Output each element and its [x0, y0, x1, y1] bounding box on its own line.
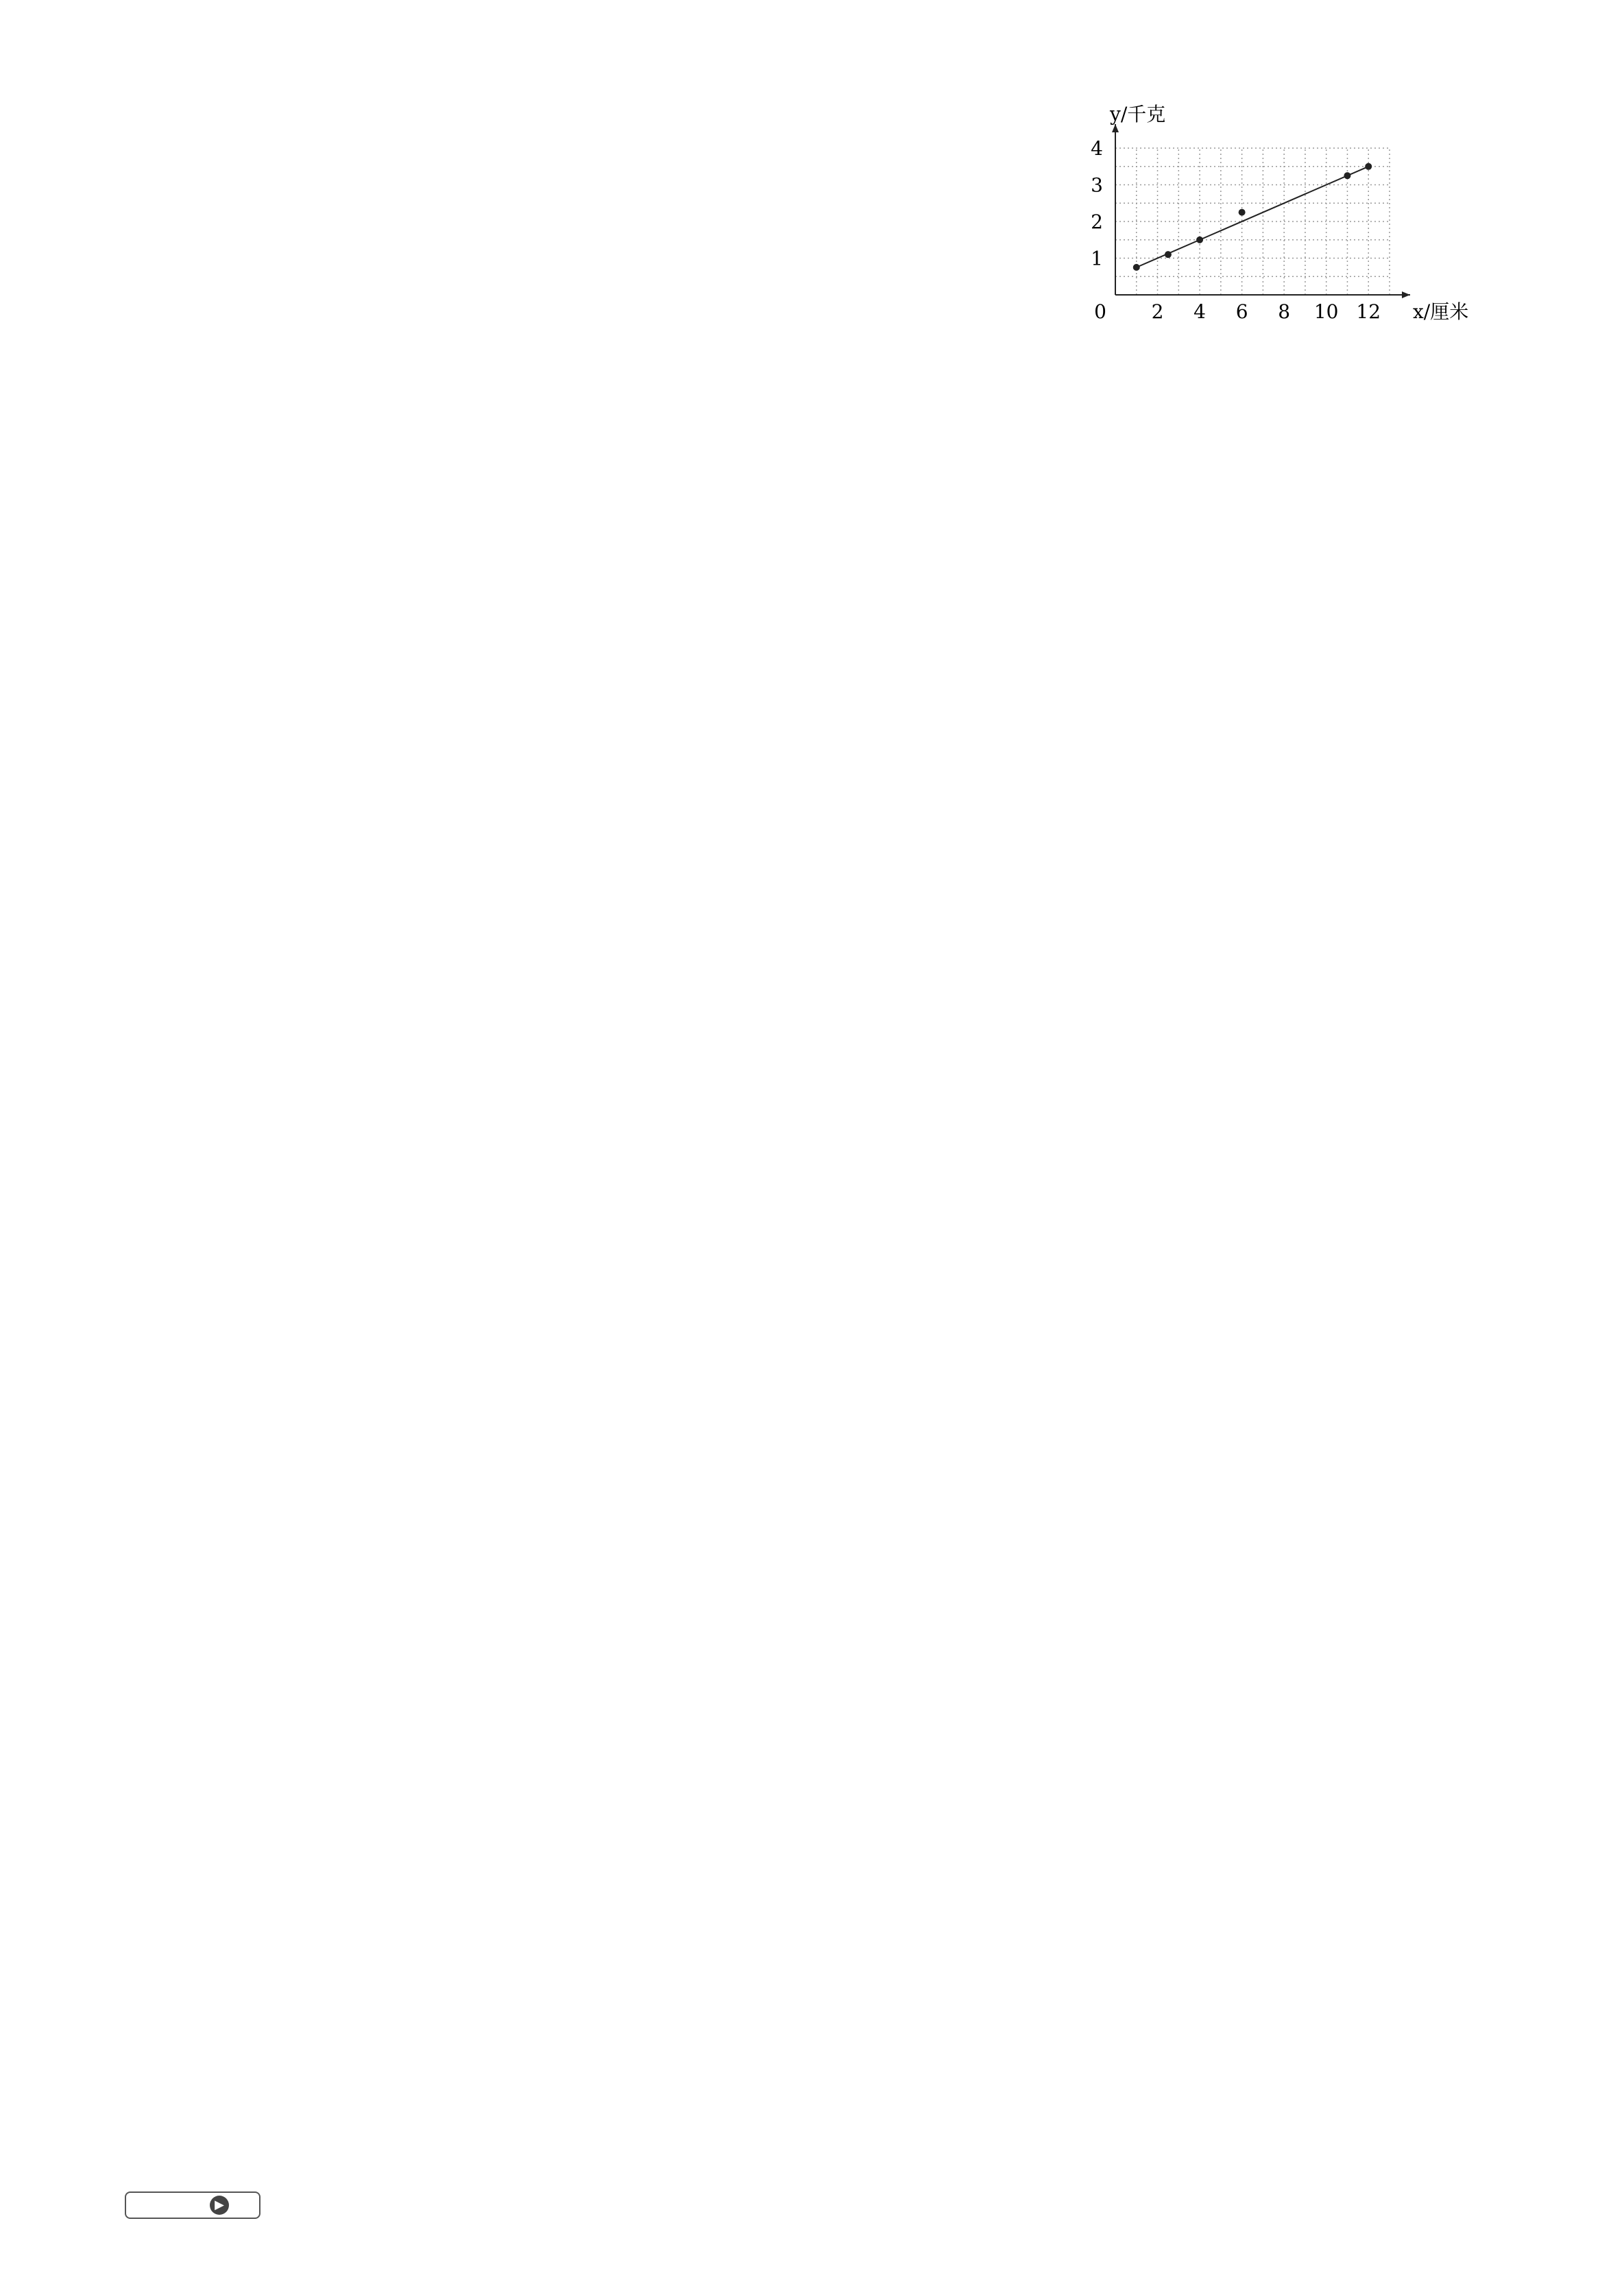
- y-tick-label: 3: [1091, 173, 1103, 197]
- x-tick-label: 2: [1151, 300, 1164, 323]
- x-tick-label: 8: [1278, 300, 1291, 323]
- x-tick-label: 12: [1356, 300, 1381, 323]
- data-point: [1365, 163, 1372, 170]
- trend-line: [1137, 167, 1368, 267]
- data-point: [1239, 209, 1246, 216]
- right-column: [874, 103, 1601, 348]
- question-body: [910, 103, 1469, 332]
- y-axis-label: y/千克: [1110, 103, 1166, 126]
- x-axis-arrow: [1402, 291, 1410, 298]
- footer-bar: [125, 2191, 260, 2219]
- y-tick-label: 4: [1091, 137, 1103, 160]
- data-point: [1344, 172, 1350, 179]
- x-tick-label: 0: [1094, 300, 1106, 323]
- y-tick-label: 2: [1091, 211, 1103, 234]
- page-footer: [110, 2191, 260, 2219]
- data-point: [1196, 237, 1203, 243]
- data-point: [1165, 251, 1172, 258]
- x-tick-label: 4: [1193, 300, 1206, 323]
- chart-wrapper: [1067, 103, 1469, 325]
- x-tick-label: 6: [1235, 300, 1248, 323]
- scatter-chart: [1067, 103, 1469, 323]
- arrow-right-icon: ▶: [210, 2196, 229, 2215]
- data-point: [1133, 264, 1140, 271]
- x-tick-label: 10: [1313, 300, 1339, 323]
- y-tick-label: 1: [1091, 247, 1103, 270]
- x-axis-label: x/厘米: [1413, 300, 1469, 323]
- question-q15: [874, 103, 1601, 332]
